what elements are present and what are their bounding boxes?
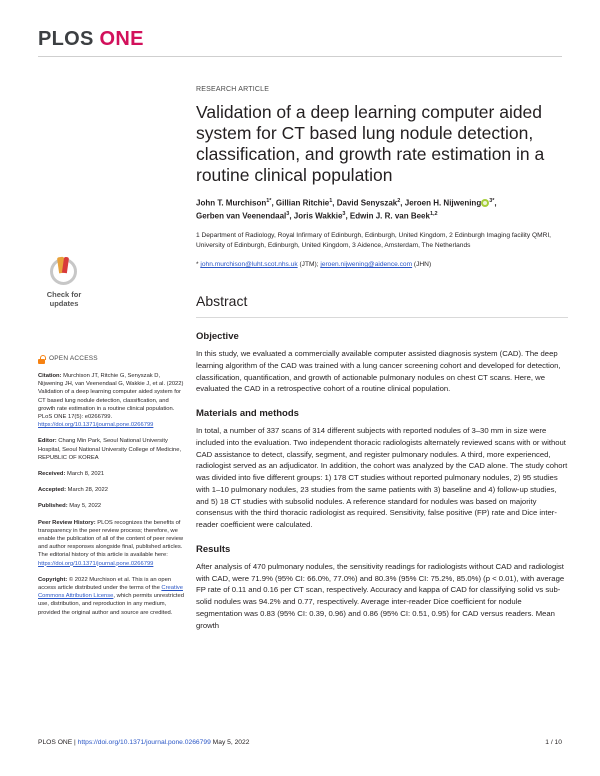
section-text: In this study, we evaluated a commercially available computer assisted diagnosis system (CAD). The deep learning algorithm of the CAD was trained with a lung cancer screening cohort and developed for detection, classification, quantification, and growth of actionable pulmonary nodules on chest CT scans. Here, we evaluated the CAD in a retrospective cohort of a routine clinical population. (196, 349, 561, 394)
logo-plos-text: PLOS (38, 28, 94, 50)
section-heading: Objective (196, 331, 239, 343)
article-sidebar (38, 354, 184, 617)
email-link[interactable]: john.murchison@luht.scot.nhs.uk (200, 261, 298, 269)
author-name[interactable]: Gerben van Veenendaal (196, 211, 287, 221)
orcid-icon[interactable] (481, 199, 489, 207)
abstract-heading: Abstract (196, 293, 248, 310)
section-heading: Results (196, 543, 231, 555)
open-access-label: OPEN ACCESS (38, 354, 184, 364)
author-name[interactable]: David Senyszak (336, 198, 398, 208)
author-affil-sup: 1* (266, 198, 272, 204)
footer-doi-link[interactable]: https://doi.org/10.1371/journal.pone.0266799 (77, 739, 211, 746)
article-main-column (196, 86, 568, 631)
correspondence: * john.murchison@luht.scot.nhs.uk (JTM); jeroen.nijwening@aidence.com (JHN) (196, 261, 432, 269)
peer-review-block: Peer Review History: PLOS recognizes the benefits of transparency in the peer review process; therefore, we enable the publication of all of the content of peer review and author responses alongside final, published articles. The editorial history of this article is available here: https://doi.org/10.1371/journal.pone.0266799 (38, 519, 184, 567)
bookmark-icon (50, 258, 77, 285)
page-footer: PLOS ONE | https://doi.org/10.1371/journal.pone.0266799 May 5, 2022 1 / 10 (38, 739, 562, 746)
author-affil-sup: 3 (342, 210, 346, 217)
email-link[interactable]: jeroen.nijwening@aidence.com (320, 261, 413, 269)
article-type-label: RESEARCH ARTICLE (196, 86, 270, 93)
open-lock-icon (38, 355, 46, 364)
editor-block: Editor: Chang Min Park, Seoul National University Hospital, Seoul National University College of Medicine, REPUBLIC OF KOREA (38, 438, 182, 461)
author-affil-sup: 3* (489, 198, 495, 204)
author-affil-sup: 1,2 (429, 210, 438, 217)
badge-line-1: Check for (46, 290, 82, 299)
section-text: After analysis of 470 pulmonary nodules, the sensitivity readings for radiologists without CAD and radiologist with CAD, were 71.9% (95% CI: 66.0%, 77.0%) and 80.3% (95% CI: 75.2%, 85.0%) (p < 0.01), with average FP rate of 0.11 and 0.16 per CT scan, respectively. Accuracy and kappa of CAD for classifying solid vs sub-solid nodules was 94.2% and 0.77, respectively. Average inter-reader Dice coefficient for nodule segmentation was 0.83 (95% CI: 0.39, 0.96) and 0.86 (95% CI: 0.51, 0.95) for CAD versus readers. Mean growth (196, 561, 565, 630)
author-list: John T. Murchison$^{1*}$, Gillian Ritchie$^1$, David Senyszak$^2$, Jeroen H. Nijwening $^{3*}$, Gerben van Veenendaal$^3$, Joris Wakkie$^3$, Edwin J. R. van Beek$^{1,2}$ (196, 198, 497, 221)
license-link[interactable]: Creative Commons Attribution License (38, 585, 183, 600)
logo-one-text: ONE (99, 28, 144, 50)
page-number: 1 / 10 (545, 739, 562, 746)
copyright-block: Copyright: © 2022 Murchison et al. This is an open access article distributed under the terms of the Creative Commons Attribution License, which permits unrestricted use, distribution, and reproduction in any medium, provided the original author and source are credited. (38, 576, 184, 616)
header-divider (38, 56, 562, 57)
published-date: Published: May 5, 2022 (38, 503, 102, 510)
author-name[interactable]: Edwin J. R. van Beek (349, 211, 430, 221)
article-title: Validation of a deep learning computer aided system for CT based lung nodule detection, classification, and growth rate estimation in a routine clinical population (196, 102, 545, 185)
footer-journal: PLOS ONE (38, 739, 73, 746)
author-name[interactable]: Joris Wakkie (293, 211, 343, 221)
author-affil-sup: 2 (397, 198, 401, 204)
abstract-divider (196, 317, 568, 318)
check-for-updates-badge[interactable] (38, 258, 90, 312)
citation-doi-link[interactable]: https://doi.org/10.1371/journal.pone.0266799 (38, 422, 154, 429)
received-date: Received: March 8, 2021 (38, 471, 105, 478)
section-heading: Materials and methods (196, 408, 299, 420)
plos-one-logo[interactable] (38, 28, 144, 51)
peer-review-link[interactable]: https://doi.org/10.1371/journal.pone.0266799 (38, 560, 154, 567)
section-text: In total, a number of 337 scans of 314 different subjects with reported nodules of 3–30 mm in size were included into the evaluation. Two independent thoracic radiologists alternately reviewed scans with or without CAD assistance to detect, classify, segment, and register pulmonary nodules. A third, more experienced, radiologist served as an adjudicator. In addition, the cohort was analyzed by the CAD alone. The study cohort was divided into five different groups: 1) 178 CT studies without reported pulmonary nodules, 2) 95 studies with 1–10 pulmonary nodules, 23 studies from the same patients with 3) baseline and 4) follow-up studies, and 5) 18 CT studies with subsolid nodules. A reference standard for nodules was based on majority consensus with the third thoracic radiologist as required. Sensitivity, false positive (FP) rate and Dice inter-reader coefficient were calculated. (196, 426, 568, 530)
accepted-date: Accepted: March 28, 2022 (38, 487, 108, 494)
badge-line-2: updates (49, 299, 79, 308)
footer-date: May 5, 2022 (210, 739, 250, 746)
affiliations: 1 Department of Radiology, Royal Infirmary of Edinburgh, Edinburgh, United Kingdom, 2 Edinburgh Imaging facility QMRI, University of Edinburgh, Edinburgh, United Kingdom, 3 Aidence, Amsterdam, The Netherlands (196, 232, 552, 249)
author-name[interactable]: Gillian Ritchie (275, 198, 330, 208)
citation-block: Citation: Murchison JT, Ritchie G, Senyszak D, Nijwening JH, van Veenendaal G, Wakkie J, et al. (2022) Validation of a deep learning computer aided system for CT based lung nodule detection, classification, and growth rate estimation in a routine clinical population. PLoS ONE 17(5): e0266799. https://doi.org/10.1371/journal.pone.0266799 (38, 373, 184, 429)
author-name[interactable]: John T. Murchison (196, 198, 267, 208)
author-affil-sup: 3 (286, 210, 290, 217)
author-affil-sup: 1 (329, 198, 333, 204)
author-name[interactable]: Jeroen H. Nijwening (404, 198, 482, 208)
